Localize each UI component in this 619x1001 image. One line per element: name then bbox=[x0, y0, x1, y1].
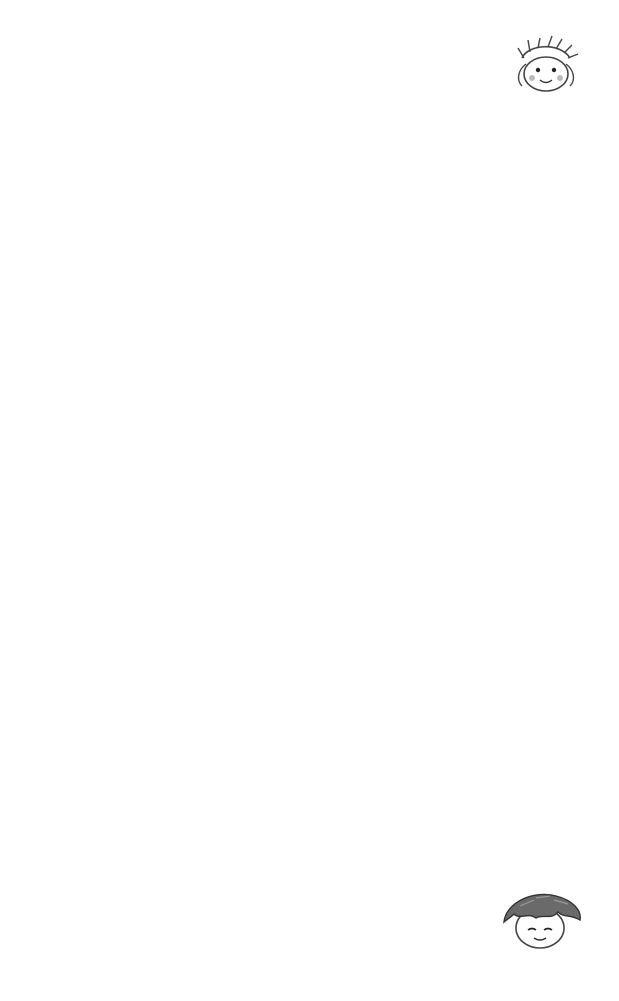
section-gap bbox=[66, 84, 518, 158]
girl-face-icon bbox=[518, 36, 578, 91]
text-column bbox=[66, 84, 518, 167]
boy-face-icon bbox=[504, 894, 580, 948]
